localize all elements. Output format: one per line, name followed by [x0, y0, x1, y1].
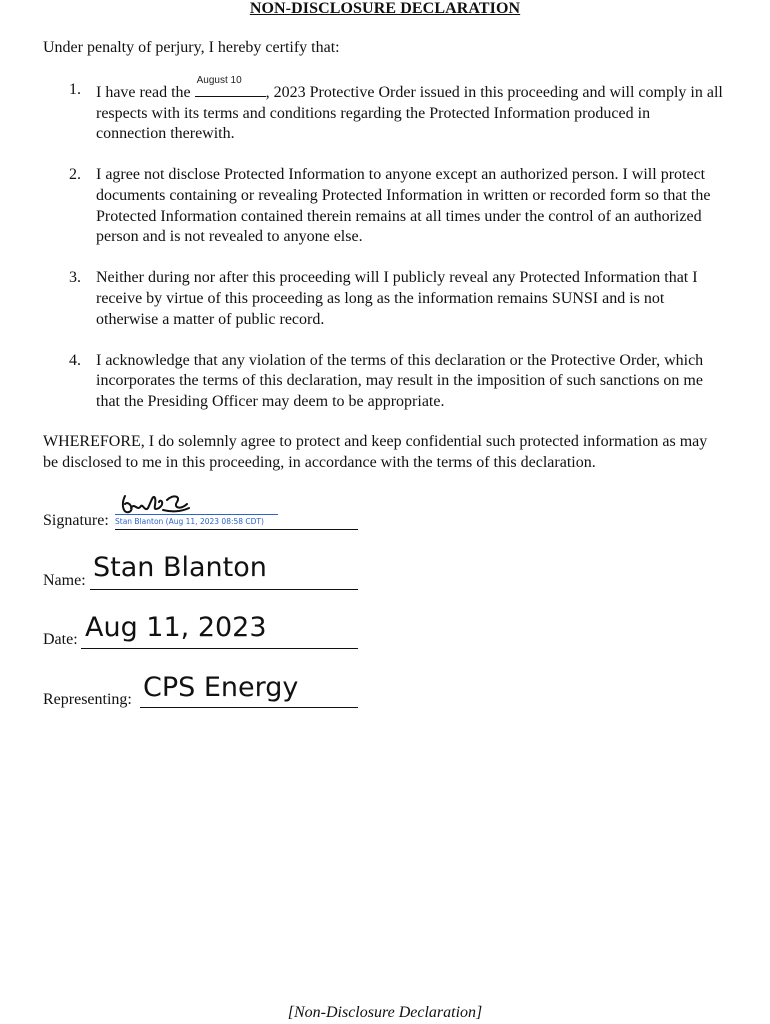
- date-label: Date:: [43, 631, 78, 648]
- certification-item: [43, 165, 723, 248]
- date-line: [81, 648, 358, 649]
- signature-label: Signature:: [43, 512, 109, 529]
- item-number: 3.: [69, 269, 81, 287]
- representing-value: CPS Energy: [143, 672, 299, 703]
- item-text: I agree not disclose Protected Information to anyone except an authorized person. I will protect documents containing or revealing Protected Information in written or recorded form so that the Protected Information contained therein remains at all times under the control of an authorized person and is not revealed to anyone else.: [96, 166, 711, 246]
- item-number: 2.: [69, 166, 81, 184]
- signature-line: [115, 529, 358, 530]
- item-text: I acknowledge that any violation of the terms of this declaration or the Protective Order, which incorporates the terms of this declaration, may result in the imposition of such sanctions on me that the Presiding Officer may deem to be appropriate.: [96, 351, 704, 410]
- esignature-caption: Stan Blanton (Aug 11, 2023 08:58 CDT): [115, 517, 264, 526]
- item-text-end: , 2023 Protective Order issued in this proceeding and will comply in all respects with its terms and conditions regarding the Protected Information produced in connection therewith.: [96, 84, 723, 143]
- date-value: Aug 11, 2023: [85, 612, 267, 643]
- page-footer: [Non-Disclosure Declaration]: [287, 1004, 483, 1021]
- protective-order-date-value: August 10: [196, 75, 242, 86]
- handwritten-signature-image: [115, 490, 195, 520]
- certification-item: [43, 268, 723, 330]
- representing-label: Representing:: [43, 691, 132, 708]
- name-line: [90, 589, 358, 590]
- item-number: 1.: [69, 81, 81, 98]
- certification-item: [43, 351, 723, 413]
- name-value: Stan Blanton: [93, 552, 267, 583]
- wherefore-clause: WHEREFORE, I do solemnly agree to protect and keep confidential such protected information as may be disclosed to me in this proceeding, in accordance with the terms of this declaration.: [43, 433, 708, 471]
- item-number: 4.: [69, 351, 81, 369]
- certification-list: [43, 75, 723, 433]
- document-title: NON-DISCLOSURE DECLARATION: [249, 0, 521, 17]
- name-label: Name:: [43, 572, 86, 589]
- item-text: Neither during nor after this proceeding will I publicly reveal any Protected Information that I receive by virtue of this proceeding as long as the information remains SUNSI and is not otherwise a matter of public record.: [96, 269, 698, 328]
- representing-line: [140, 707, 358, 708]
- intro-statement: Under penalty of perjury, I hereby certify that:: [43, 39, 340, 56]
- item-text-start: I have read the: [96, 84, 195, 101]
- protective-order-date-field: [195, 75, 266, 97]
- certification-item: [43, 75, 723, 145]
- esignature-underline: [115, 514, 278, 515]
